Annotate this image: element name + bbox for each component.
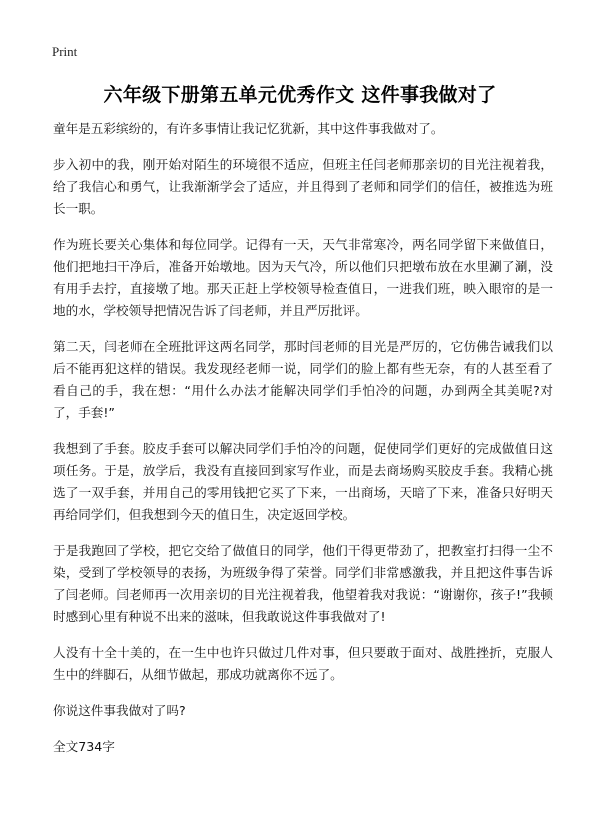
paragraph: 第二天，闫老师在全班批评这两名同学，那时闫老师的目光是严厉的，它仿佛告诫我们以后不能再犯这样的错误。我发现经老师一说，同学们的脸上都有些无奈，有的人甚至看了看自己的手，我在想：“用什么办法才能解决同学们手怕冷的问题，办到两全其美呢?对了，手套!”	[53, 339, 553, 420]
paragraph: 步入初中的我，刚开始对陌生的环境很不适应，但班主任闫老师那亲切的目光注视着我，给了我信心和勇气，让我渐渐学会了适应，并且得到了老师和同学们的信任，被推选为班长一职。	[53, 157, 553, 216]
print-link[interactable]: Print	[52, 44, 78, 59]
paragraph: 人没有十全十美的，在一生中也许只做过几件对事，但只要敢于面对、战胜挫折，克服人生中的绊脚石，从细节做起，那成功就离你不远了。	[53, 645, 553, 682]
article-body	[53, 118, 553, 758]
word-count: 全文734字	[53, 739, 115, 754]
paragraph: 你说这件事我做对了吗?	[53, 703, 186, 718]
paragraph: 我想到了手套。胶皮手套可以解决同学们手怕冷的问题，促使同学们更好的完成做值日这项任务。于是，放学后，我没有直接回到家写作业，而是去商场购买胶皮手套。我精心挑选了一双手套，并用自己的零用钱把它买了下来，一出商场，天暗了下来，准备只好明天再给同学们，但我想到今天的值日生，决定返回学校。	[53, 441, 553, 522]
paragraph: 童年是五彩缤纷的，有许多事情让我记忆犹新，其中这件事我做对了。	[53, 121, 444, 136]
paragraph: 作为班长要关心集体和每位同学。记得有一天，天气非常寒冷，两名同学留下来做值日，他们把地扫干净后，准备开始墩地。因为天气冷，所以他们只把墩布放在水里涮了涮，没有用手去拧，直接墩了地。那天正赶上学校领导检查值日，一进我们班，映入眼帘的是一地的水，学校领导把情况告诉了闫老师，并且严厉批评。	[53, 237, 553, 318]
article-title: 六年级下册第五单元优秀作文 这件事我做对了	[103, 84, 497, 106]
paragraph: 于是我跑回了学校，把它交给了做值日的同学，他们干得更带劲了，把教室打扫得一尘不染，受到了学校领导的表扬，为班级争得了荣誉。同学们非常感激我，并且把这件事告诉了闫老师。闫老师再一次用亲切的目光注视着我，他望着我对我说：“谢谢你，孩子!”我顿时感到心里有种说不出来的滋味，但我敢说这件事我做对了!	[53, 543, 553, 624]
